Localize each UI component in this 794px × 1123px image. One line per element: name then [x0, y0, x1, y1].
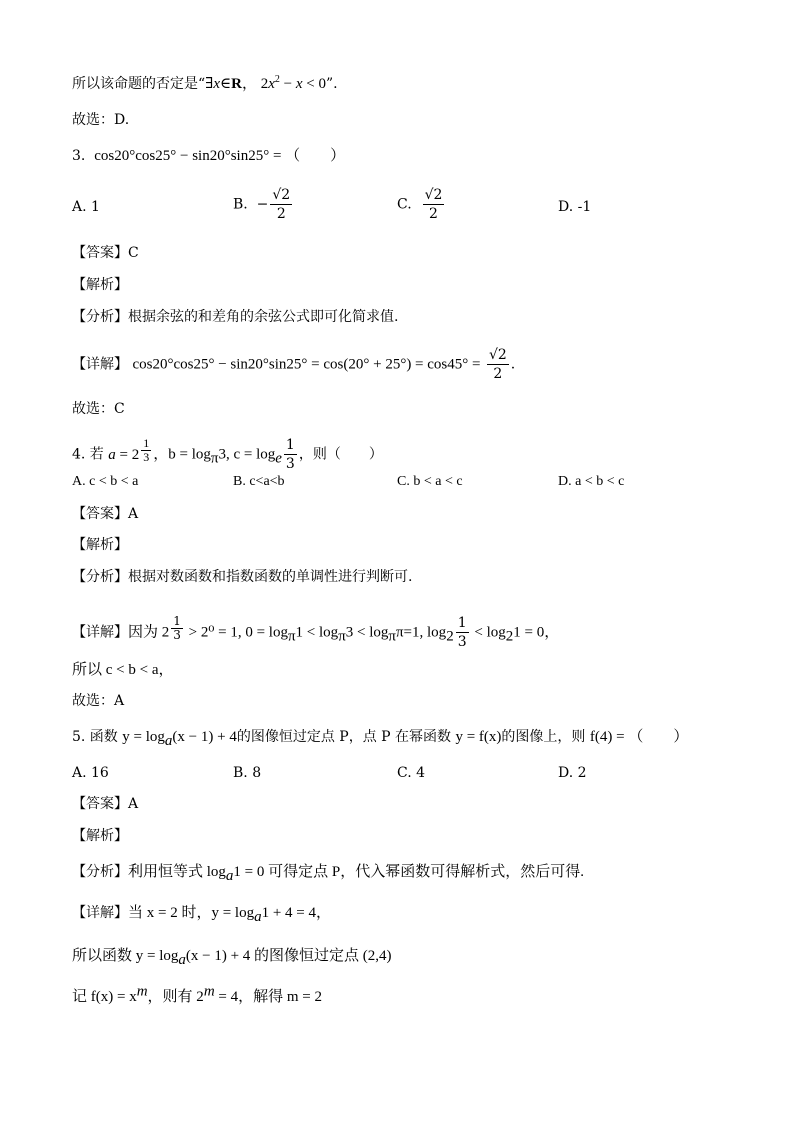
question-3	[72, 146, 345, 166]
q3-option-c-fraction	[423, 186, 445, 223]
negation-line	[72, 74, 338, 94]
answer-value: A	[128, 506, 139, 522]
answer-value: C	[128, 245, 139, 261]
q5-expr: y = f(x)	[455, 729, 502, 745]
q3-answer	[72, 243, 139, 263]
q5-option-b: B. 8	[233, 765, 262, 781]
xiangjie-end: .	[510, 356, 516, 373]
q3-option-c-label: C.	[397, 196, 412, 213]
fraction-numerator: 1	[143, 435, 150, 450]
negation-prefix: 所以该命题的否定是“	[72, 76, 206, 92]
fraction-denominator: 2	[429, 206, 438, 222]
fenxi-tag: 【分析】	[72, 864, 128, 880]
log-base-pi: π	[287, 628, 296, 645]
fraction-numerator: 1	[173, 613, 181, 628]
xiangjie-part: > 2⁰ = 1, 0 = log	[184, 624, 288, 641]
fraction-denominator: 2	[276, 206, 286, 222]
fraction-numerator: 1	[285, 437, 295, 453]
fenxi-text: 根据对数函数和指数函数的单调性进行判断可.	[128, 569, 413, 585]
xiangjie-tag: 【详解】	[72, 624, 128, 641]
q4-number: 4. 若	[72, 446, 104, 463]
q3-option-b-fraction	[270, 186, 292, 223]
q3-option-a: A. 1	[72, 199, 100, 215]
q5-answer	[72, 794, 138, 814]
ji-part: ，则有 2	[147, 989, 204, 1005]
fraction-numerator: 1	[457, 615, 467, 631]
answer-tag: 【答案】	[72, 245, 128, 261]
q3-option-c	[397, 186, 446, 223]
q3-guxuan: 故选：C	[72, 401, 125, 417]
log-base-2: 2	[505, 628, 514, 645]
log-base-2: 2	[446, 628, 454, 645]
q4-fenxi	[72, 567, 412, 587]
q4-suoyi: 所以 c < b < a，	[72, 662, 174, 678]
log-base-e: e	[275, 450, 282, 467]
choose-d-line: 故选：D.	[72, 112, 130, 128]
q5-option-d: D. 2	[558, 765, 587, 781]
q3-fenxi	[72, 307, 398, 327]
fraction-numerator: √2	[272, 187, 291, 203]
negation-math: ∃x∈R， $2x^2 - x < 0$	[205, 74, 326, 92]
q3-option-b	[233, 186, 294, 223]
xiangjie-fraction	[487, 346, 509, 383]
q4-third-fraction	[284, 436, 297, 473]
xiangjie-part: π=1, log	[395, 624, 447, 641]
q4-guxuan: 故选：A	[72, 693, 125, 709]
q5-expr: y = log	[122, 729, 165, 745]
fraction-denominator: 3	[457, 634, 467, 650]
q5-suoyi	[72, 946, 392, 966]
q4-condition-b: ，b = log	[153, 446, 211, 463]
fenxi-text: 1 = 0 可得定点 P，代入幂函数可得解析式，然后可得.	[233, 864, 584, 880]
xiangjie-math: cos20°cos25° − sin20°sin25° = cos(20° + 25°) = cos45° =	[132, 356, 481, 373]
log-base-a: a	[178, 951, 186, 968]
q5-expr: (x − 1) + 4	[172, 729, 237, 745]
suoyi-part: (x − 1) + 4 的图像恒过定点 (2,4)	[185, 948, 392, 964]
fraction-numerator: √2	[488, 347, 507, 363]
xiangjie-part: 1 < log	[295, 624, 339, 641]
q5-option-a: A. 16	[72, 765, 109, 781]
suoyi-part: 所以函数 y = log	[72, 948, 179, 964]
q3-expression: cos20°cos25° − sin20°sin25° = （ ）	[94, 148, 346, 164]
q4-xiangjie	[72, 614, 559, 651]
q5-text: 的图像上，则	[501, 729, 590, 745]
q4-option-c: C. b < a < c	[397, 474, 463, 489]
log-base-a: a	[164, 732, 173, 749]
q5-jiexi: 【解析】	[72, 828, 128, 844]
q4-answer	[72, 504, 138, 524]
q5-option-c: C. 4	[397, 765, 426, 781]
log-base-pi: π	[388, 628, 396, 645]
exp-fraction	[171, 615, 183, 642]
q5-expr: f(4) = （ ）	[589, 729, 689, 745]
xiangjie-tag: 【详解】	[72, 356, 128, 373]
log-base-pi: π	[210, 450, 219, 467]
log-base-a: a	[225, 867, 234, 884]
fraction-denominator: 3	[285, 456, 295, 472]
q4-jiexi: 【解析】	[72, 537, 128, 553]
log-base-a: a	[254, 908, 262, 925]
q3-option-d: D. -1	[558, 199, 592, 215]
xiangjie-part: < log	[470, 624, 506, 641]
q3-number: 3.	[72, 148, 86, 164]
answer-tag: 【答案】	[72, 796, 128, 812]
exponent-m: m	[136, 983, 148, 1000]
xiangjie-part: 当 x = 2 时，y = log	[128, 905, 255, 921]
q3-xiangjie	[72, 346, 515, 383]
fraction-denominator: 2	[493, 366, 503, 382]
fenxi-tag: 【分析】	[72, 569, 128, 585]
xiangjie-tag: 【详解】	[72, 905, 128, 921]
q3-jiexi: 【解析】	[72, 277, 128, 293]
log-base-pi: π	[338, 628, 346, 645]
fenxi-tag: 【分析】	[72, 309, 128, 325]
q5-number: 5. 函数	[72, 729, 123, 745]
ji-part: = 4，解得 m = 2	[214, 989, 322, 1005]
q4-option-b: B. c<a<b	[233, 474, 285, 489]
q5-text: 的图像恒过定点 P，点 P 在幂函数	[236, 729, 456, 745]
third-fraction	[456, 614, 469, 651]
question-5	[72, 727, 688, 747]
answer-tag: 【答案】	[72, 506, 128, 522]
question-4	[72, 436, 383, 473]
q5-ji	[72, 983, 322, 1007]
exponent-m: m	[203, 983, 215, 1000]
fraction-denominator: 3	[173, 627, 181, 642]
xiangjie-part: 3 < log	[345, 624, 389, 641]
xiangjie-part: 因为 2	[128, 624, 170, 641]
q3-option-b-label: B.	[233, 196, 248, 213]
fraction-numerator: √2	[424, 187, 443, 203]
q5-xiangjie	[72, 903, 331, 923]
q4-exp-fraction	[141, 437, 151, 464]
q4-option-d: D. a < b < c	[558, 474, 625, 489]
fenxi-text: 根据余弦的和差角的余弦公式即可化简求值.	[128, 309, 399, 325]
q4-tail: ，则（ ）	[298, 446, 383, 463]
xiangjie-part: 1 = 0，	[513, 624, 560, 641]
q5-fenxi	[72, 862, 584, 882]
q3-option-b-sign: −	[256, 196, 269, 213]
q4-option-a: A. c < b < a	[72, 474, 139, 489]
q4-condition-a: a = 2 $^{\frac{1}{3}}$	[108, 435, 150, 464]
xiangjie-part: 1 + 4 = 4，	[261, 905, 332, 921]
fraction-denominator: 3	[143, 449, 150, 464]
answer-value: A	[128, 796, 139, 812]
ji-part: 记 f(x) = x	[72, 989, 137, 1005]
q4-condition-c: 3, c = log	[218, 446, 276, 463]
fenxi-text: 利用恒等式 log	[128, 864, 226, 880]
negation-suffix: ”.	[325, 76, 338, 92]
